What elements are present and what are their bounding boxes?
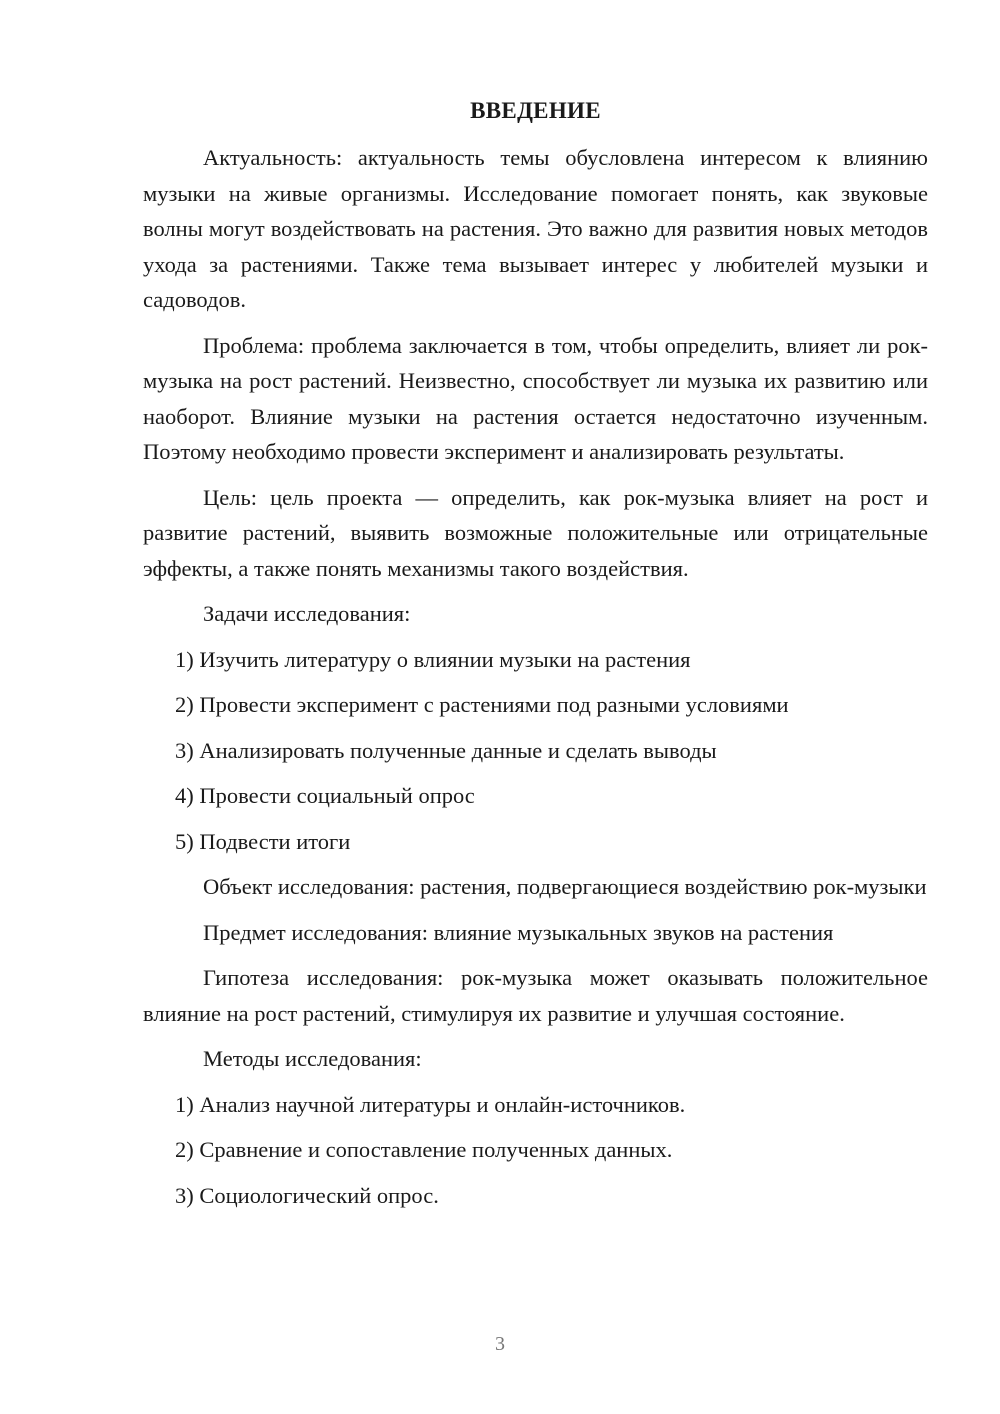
tasks-list	[143, 642, 928, 860]
list-item: 2) Провести эксперимент с растениями под разными условиями	[175, 692, 789, 717]
hypothesis-paragraph: Гипотеза исследования: рок-музыка может оказывать положительное влияние на рост растений, стимулируя их развитие и улучшая состояние.	[143, 965, 928, 1026]
object-paragraph: Объект исследования: растения, подвергающиеся воздействию рок-музыки	[203, 874, 927, 899]
relevance-paragraph: Актуальность: актуальность темы обусловлена интересом к влиянию музыки на живые организмы. Исследование помогает понять, как звуковые волны могут воздействовать на растения. Это важно для развития новых методов ухода за растениями. Также тема вызывает интерес у любителей музыки и садоводов.	[143, 145, 928, 312]
list-item: 4) Провести социальный опрос	[175, 783, 475, 808]
list-item: 2) Сравнение и сопоставление полученных данных.	[175, 1137, 673, 1162]
tasks-heading: Задачи исследования:	[203, 601, 411, 626]
methods-heading: Методы исследования:	[203, 1046, 422, 1071]
list-item: 1) Изучить литературу о влиянии музыки на растения	[175, 646, 691, 672]
problem-paragraph: Проблема: проблема заключается в том, чтобы определить, влияет ли рок-музыка на рост растений. Неизвестно, способствует ли музыка их развитию или наоборот. Влияние музыки на растения остается недостаточно изученным. Поэтому необходимо провести эксперимент и анализировать результаты.	[143, 332, 928, 464]
methods-list	[143, 1087, 928, 1214]
list-item: 3) Социологический опрос.	[175, 1182, 439, 1208]
page-number: 3	[495, 1333, 505, 1355]
list-item: 5) Подвести итоги	[175, 828, 351, 854]
subject-paragraph: Предмет исследования: влияние музыкальных звуков на растения	[203, 919, 834, 945]
document-page	[143, 96, 928, 1223]
goal-paragraph: Цель: цель проекта — определить, как рок-музыка влияет на рост и развитие растений, выявить возможные положительные или отрицательные эффекты, а также понять механизмы такого воздействия.	[143, 484, 928, 581]
section-title: ВВЕДЕНИЕ	[470, 98, 601, 123]
list-item: 1) Анализ научной литературы и онлайн-источников.	[175, 1091, 686, 1117]
list-item: 3) Анализировать полученные данные и сделать выводы	[175, 737, 717, 763]
